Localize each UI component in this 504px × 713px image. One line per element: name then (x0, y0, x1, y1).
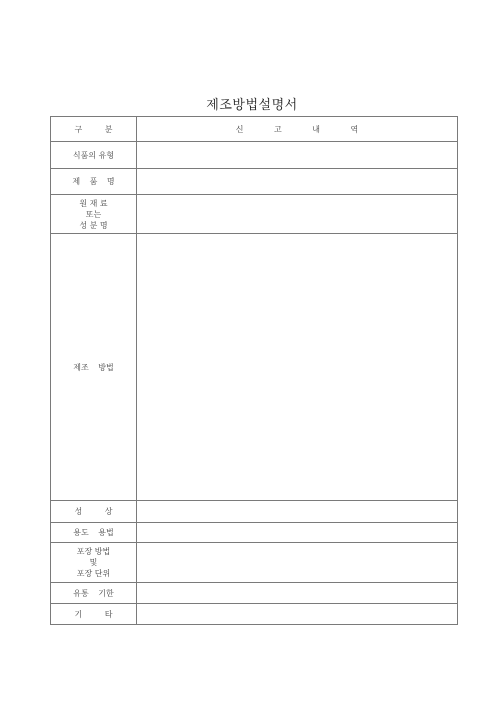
label-packaging-line-2: 및 (89, 558, 98, 567)
label-ingredients (51, 195, 137, 234)
value-other[interactable] (137, 604, 458, 625)
label-other: 기 타 (51, 604, 137, 625)
row-manufacturing-method (51, 234, 458, 501)
value-manufacturing-method[interactable] (137, 234, 458, 501)
label-ingredients-line-1: 원 재 료 (79, 198, 108, 208)
header-label-cell: 구 분 (51, 117, 137, 142)
row-food-type (51, 142, 458, 169)
row-other (51, 604, 458, 625)
row-expiration (51, 583, 458, 604)
header-value-cell: 신 고 내 역 (137, 117, 458, 142)
value-product-name[interactable] (137, 169, 458, 195)
row-usage (51, 523, 458, 543)
row-characteristics (51, 501, 458, 523)
value-characteristics[interactable] (137, 501, 458, 523)
label-ingredients-line-2: 또는 (85, 209, 102, 219)
value-packaging[interactable] (137, 543, 458, 583)
label-packaging-line-1: 포장 방법 (76, 547, 111, 556)
label-ingredients-line-3: 성 분 명 (79, 220, 108, 230)
value-food-type[interactable] (137, 142, 458, 169)
label-packaging (51, 543, 137, 583)
declaration-table (50, 116, 458, 625)
document-title: 제조방법설명서 (206, 98, 298, 113)
label-food-type: 식품의 유형 (51, 142, 137, 169)
value-expiration[interactable] (137, 583, 458, 604)
label-characteristics: 성 상 (51, 501, 137, 523)
label-usage: 용도 용법 (51, 523, 137, 543)
label-packaging-line-3: 포장 단위 (76, 569, 111, 578)
value-ingredients[interactable] (137, 195, 458, 234)
row-packaging (51, 543, 458, 583)
label-manufacturing-method: 제조 방법 (51, 234, 137, 501)
value-usage[interactable] (137, 523, 458, 543)
label-expiration: 유통 기한 (51, 583, 137, 604)
label-product-name: 제 품 명 (51, 169, 137, 195)
row-product-name (51, 169, 458, 195)
row-ingredients (51, 195, 458, 234)
table-header-row (51, 117, 458, 142)
